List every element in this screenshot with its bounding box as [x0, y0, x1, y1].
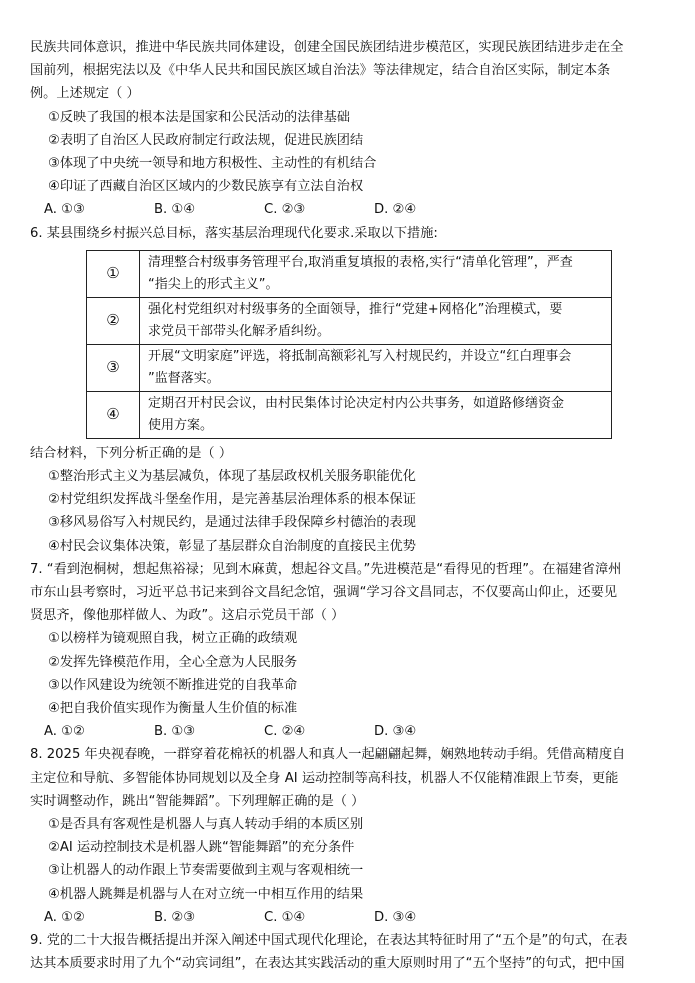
- measure-line: 开展“文明家庭”评选，将抵制高额彩礼写入村规民约，并设立“红白理事会: [148, 349, 572, 365]
- q5-options: [30, 198, 662, 221]
- q7-options: [30, 720, 662, 743]
- q6-item-2: ②村党组织发挥战斗堡垒作用，是完善基层治理体系的根本保证: [48, 492, 416, 508]
- q5-continuation: [30, 36, 662, 222]
- measure-line: 定期召开村民会议，由村民集体讨论决定村内公共事务，如道路修缮资金: [148, 396, 565, 412]
- q5-stem-line-3: 例。上述规定（ ）: [30, 86, 140, 102]
- measure-text: [140, 297, 612, 344]
- q7-option-c: C. ②④: [264, 724, 306, 740]
- table-row: [87, 297, 612, 344]
- measure-text: [140, 391, 612, 438]
- q8-stem-line-2: 主定位和导航、多智能体协同规划以及全身 AI 运动控制等高科技，机器人不仅能精准跟上节奏，更能: [30, 770, 619, 786]
- q5-stem-line-1: 民族共同体意识，推进中华民族共同体建设，创建全国民族团结进步模范区，实现民族团结进步走在全: [30, 40, 624, 55]
- measure-line: 求党员干部带头化解矛盾纠纷。: [148, 323, 331, 339]
- measure-number: ②: [87, 297, 140, 344]
- q8-option-b: B. ②③: [154, 909, 196, 925]
- question-6: [30, 222, 662, 558]
- q8-item-2: ②AI 运动控制技术是机器人跳“智能舞蹈”的充分条件: [48, 840, 355, 856]
- q5-option-a: A. ①③: [44, 202, 85, 218]
- q6-item-3: ③移风易俗写入村规民约，是通过法律手段保障乡村德治的表现: [48, 515, 416, 531]
- measure-number: ①: [87, 250, 140, 297]
- q8-stem-line-1: 8. 2025 年央视春晚，一群穿着花棉袄的机器人和真人一起翩翩起舞，娴熟地转动手绢。凭借高精度自: [30, 747, 626, 763]
- q7-option-d: D. ③④: [374, 724, 417, 740]
- q8-options: [30, 906, 662, 929]
- measure-text: [140, 344, 612, 391]
- q7-item-4: ④把自我价值实现作为衡量人生价值的标准: [48, 701, 298, 717]
- q7-item-2: ②发挥先锋模范作用，全心全意为人民服务: [48, 654, 298, 670]
- q8-item-4: ④机器人跳舞是机器与人在对立统一中相互作用的结果: [48, 886, 364, 902]
- q7-stem-line-2: 市东山县考察时，习近平总书记来到谷文昌纪念馆，强调“学习谷文昌同志，不仅要高山仰止，还要见: [30, 585, 618, 601]
- question-8: [30, 743, 662, 929]
- q5-item-2: ②表明了自治区人民政府制定行政法规，促进民族团结: [48, 132, 364, 148]
- q5-stem-line-2: 国前列，根据宪法以及《中华人民共和国民族区域自治法》等法律规定，结合自治区实际，制定本条: [30, 63, 611, 79]
- measure-line: 使用方案。: [148, 417, 214, 433]
- exam-page: [30, 36, 662, 976]
- q8-stem-line-3: 实时调整动作，跳出“智能舞蹈”。下列理解正确的是（ ）: [30, 793, 365, 809]
- measure-number: ④: [87, 391, 140, 438]
- q5-option-d: D. ②④: [374, 202, 417, 218]
- q5-item-1: ①反映了我国的根本法是国家和公民活动的法律基础: [48, 109, 350, 125]
- q7-item-3: ③以作风建设为统领不断推进党的自我革命: [48, 677, 298, 693]
- measure-line: 清理整合村级事务管理平台,取消重复填报的表格,实行“清单化管理”，严查: [148, 255, 573, 271]
- question-9: [30, 929, 662, 975]
- question-7: [30, 558, 662, 744]
- table-row: [87, 250, 612, 297]
- measure-number: ③: [87, 344, 140, 391]
- q6-item-4: ④村民会议集体决策，彰显了基层群众自治制度的直接民主优势: [48, 538, 416, 554]
- measure-line: 强化村党组织对村级事务的全面领导，推行“党建+网格化”治理模式，要: [148, 302, 563, 318]
- q8-item-3: ③让机器人的动作跟上节奏需要做到主观与客观相统一: [48, 863, 364, 879]
- q8-option-a: A. ①②: [44, 909, 85, 925]
- q9-stem-line-2: 达其本质要求时用了九个“动宾词组”，在表达其实践活动的重大原则时用了“五个坚持”的句式，把中国: [30, 956, 625, 972]
- q8-item-1: ①是否具有客观性是机器人与真人转动手绢的本质区别: [48, 817, 364, 833]
- q7-stem-line-1: 7. “看到泡桐树，想起焦裕禄；见到木麻黄，想起谷文昌。”先进模范是“看得见的哲理”。在福建省漳州: [30, 561, 622, 577]
- q9-stem-line-1: 9. 党的二十大报告概括提出并深入阐述中国式现代化理论，在表达其特征时用了“五个是”的句式，在表: [30, 933, 628, 949]
- q5-option-c: C. ②③: [264, 202, 306, 218]
- q5-item-4: ④印证了西藏自治区区域内的少数民族享有立法自治权: [48, 179, 364, 195]
- q7-option-a: A. ①②: [44, 724, 85, 740]
- q6-measures-table: [86, 250, 612, 439]
- q6-stem: 6. 某县围绕乡村振兴总目标，落实基层治理现代化要求.采取以下措施:: [30, 225, 438, 241]
- measure-line: ”监督落实。: [148, 370, 220, 386]
- q7-item-1: ①以榜样为镜观照自我，树立正确的政绩观: [48, 631, 298, 647]
- q6-item-1: ①整治形式主义为基层减负，体现了基层政权机关服务职能优化: [48, 469, 416, 485]
- q7-stem-line-3: 贤思齐，像他那样做人、为政”。这启示党员干部（ ）: [30, 608, 345, 624]
- q7-option-b: B. ①③: [154, 724, 196, 740]
- measure-text: [140, 250, 612, 297]
- q6-ask: 结合材料，下列分析正确的是（ ）: [30, 445, 233, 461]
- q8-option-c: C. ①④: [264, 909, 306, 925]
- table-row: [87, 344, 612, 391]
- table-row: [87, 391, 612, 438]
- q5-item-3: ③体现了中央统一领导和地方积极性、主动性的有机结合: [48, 156, 377, 172]
- measure-line: “指尖上的形式主义”。: [148, 276, 279, 292]
- q5-option-b: B. ①④: [154, 202, 196, 218]
- q8-option-d: D. ③④: [374, 909, 417, 925]
